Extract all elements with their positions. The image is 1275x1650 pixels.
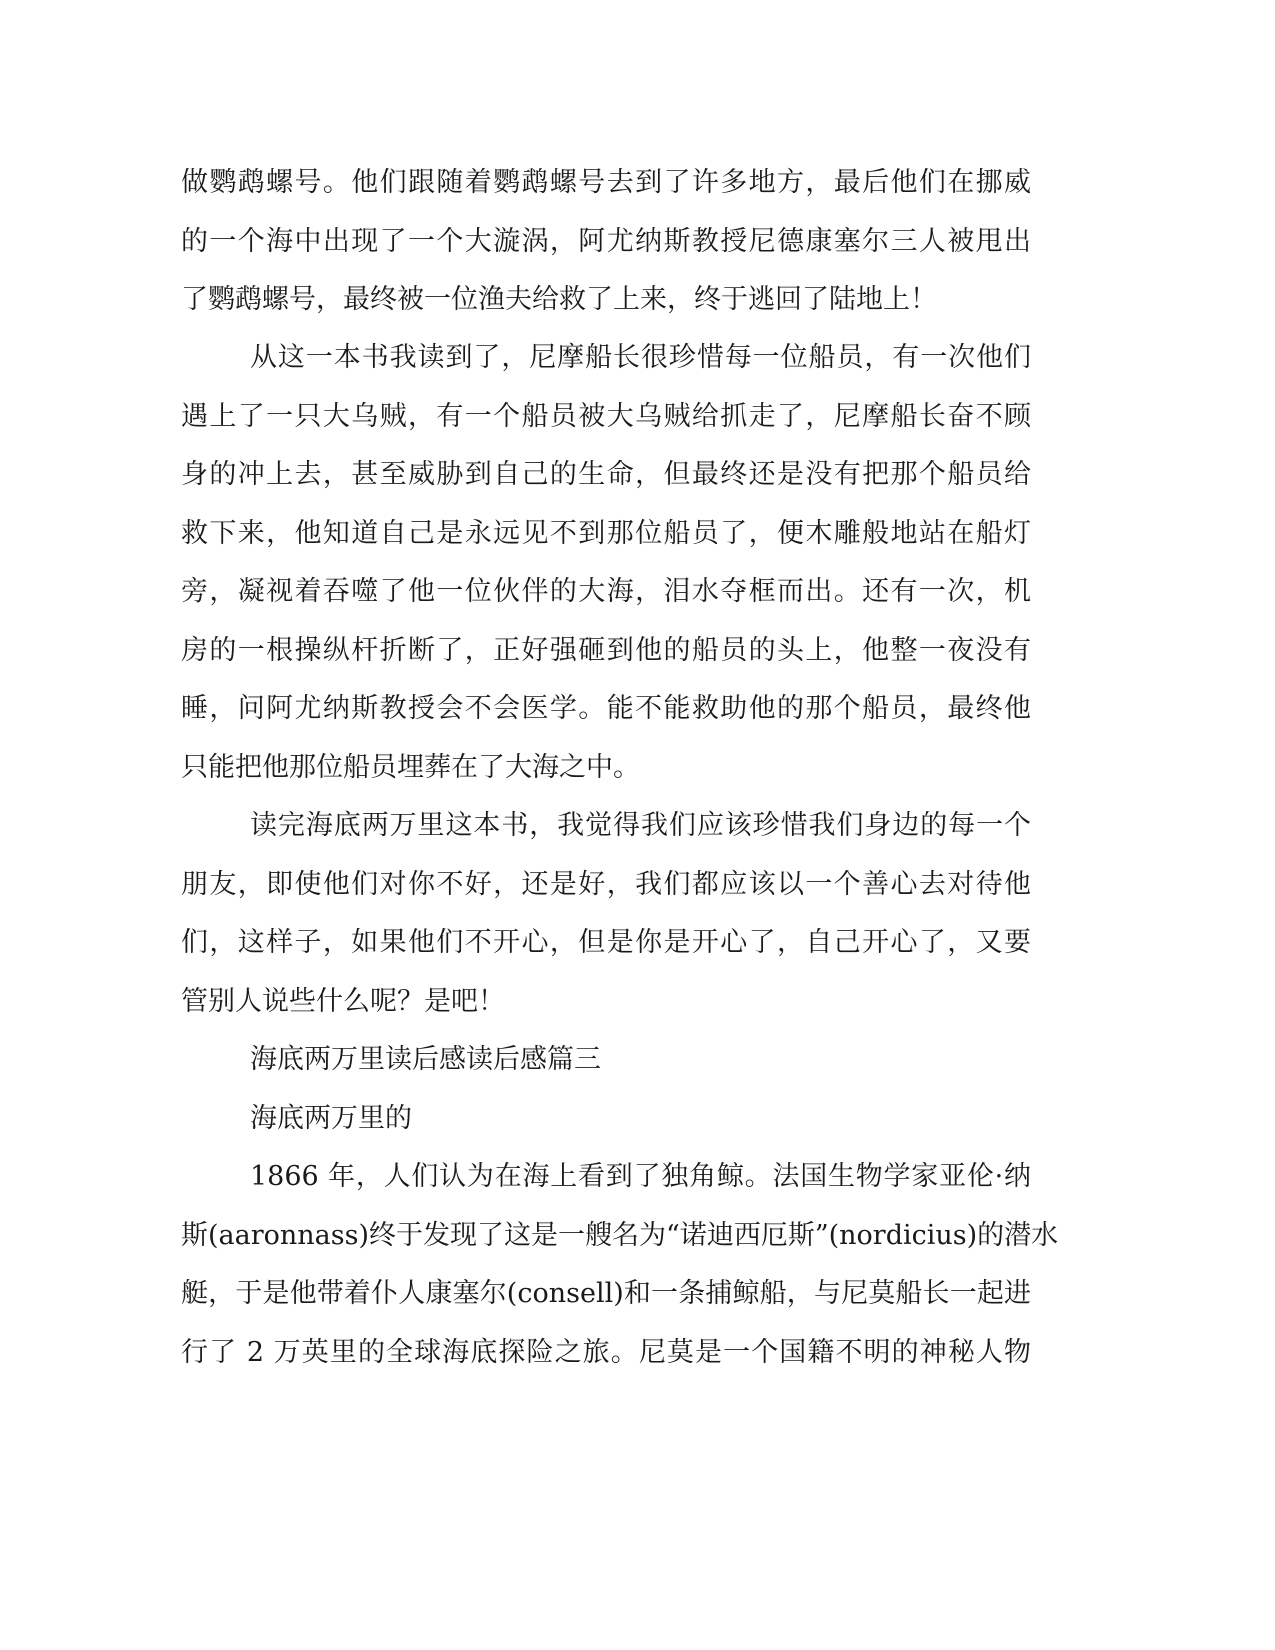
text-line: 管别人说些什么呢？是吧！ bbox=[181, 986, 505, 1017]
text-line: 身的冲上去，甚至威胁到自己的生命，但最终还是没有把那个船员给 bbox=[181, 459, 1031, 490]
section-heading: 海底两万里读后感读后感篇三 bbox=[250, 1044, 601, 1075]
text-line: 朋友，即使他们对你不好，还是好，我们都应该以一个善心去对待他 bbox=[181, 869, 1031, 900]
text-line: 睡，问阿尤纳斯教授会不会医学。能不能救助他的那个船员，最终他 bbox=[181, 693, 1031, 724]
section-subheading: 海底两万里的 bbox=[250, 1103, 412, 1134]
text-line: 房的一根操纵杆折断了，正好强砸到他的船员的头上，他整一夜没有 bbox=[181, 635, 1031, 666]
text-line: 行了 2 万英里的全球海底探险之旅。尼莫是一个国籍不明的神秘人物 bbox=[181, 1337, 1031, 1368]
text-line: 救下来，他知道自己是永远见不到那位船员了，便木雕般地站在船灯 bbox=[181, 518, 1031, 549]
text-line: 遇上了一只大乌贼，有一个船员被大乌贼给抓走了，尼摩船长奋不顾 bbox=[181, 401, 1031, 432]
paragraph-first-line: 从这一本书我读到了，尼摩船长很珍惜每一位船员，有一次他们 bbox=[250, 342, 1031, 373]
text-line: 艇，于是他带着仆人康塞尔(consell)和一条捕鲸船，与尼莫船长一起进 bbox=[181, 1278, 1031, 1309]
text-line: 只能把他那位船员埋葬在了大海之中。 bbox=[181, 752, 640, 783]
text-line: 的一个海中出现了一个大漩涡，阿尤纳斯教授尼德康塞尔三人被甩出 bbox=[181, 226, 1031, 257]
text-line: 斯(aaronnass)终于发现了这是一艘名为“诺迪西厄斯”(nordicius)的潜水 bbox=[181, 1220, 1059, 1251]
text-line: 做鹦鹉螺号。他们跟随着鹦鹉螺号去到了许多地方，最后他们在挪威 bbox=[181, 167, 1031, 198]
paragraph-first-line: 读完海底两万里这本书，我觉得我们应该珍惜我们身边的每一个 bbox=[250, 810, 1031, 841]
text-line: 了鹦鹉螺号，最终被一位渔夫给救了上来，终于逃回了陆地上！ bbox=[181, 284, 937, 315]
text-line: 旁，凝视着吞噬了他一位伙伴的大海，泪水夺框而出。还有一次，机 bbox=[181, 576, 1031, 607]
paragraph-first-line: 1866 年，人们认为在海上看到了独角鲸。法国生物学家亚伦·纳 bbox=[250, 1161, 1031, 1192]
text-line: 们，这样子，如果他们不开心，但是你是开心了，自己开心了，又要 bbox=[181, 927, 1031, 958]
